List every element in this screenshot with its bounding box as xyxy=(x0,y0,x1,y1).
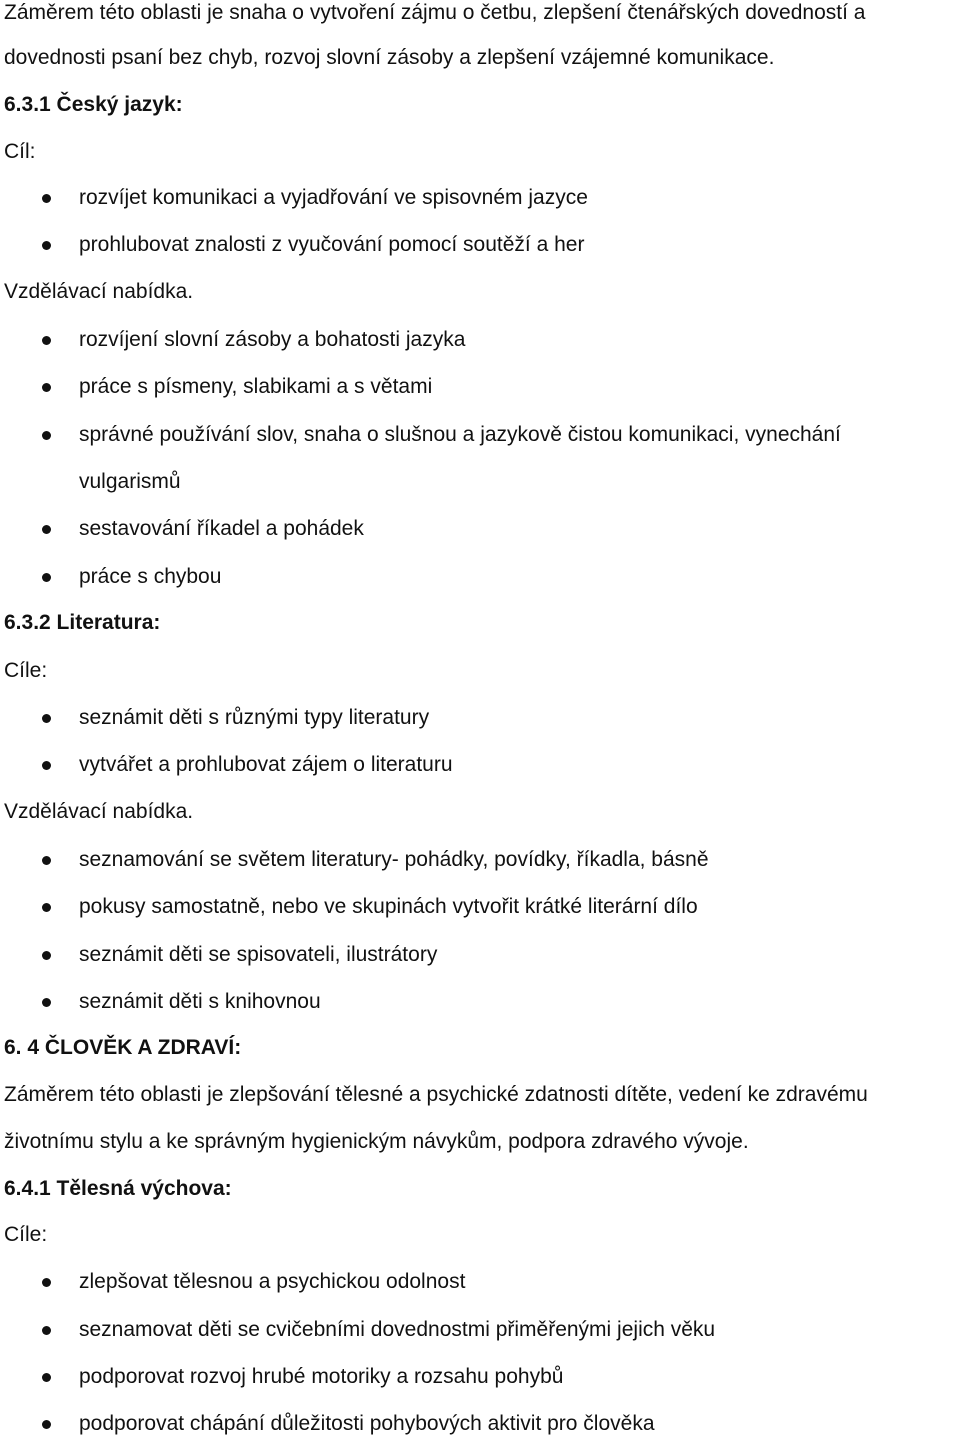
list-item-text: seznámit děti s různými typy literatury xyxy=(79,706,430,729)
list-item xyxy=(0,327,960,353)
bullet-icon xyxy=(42,241,51,250)
list-item xyxy=(0,516,960,542)
list-item-text: rozvíjení slovní zásoby a bohatosti jazyka xyxy=(79,328,466,351)
goals-label-6-3-2: Cíle: xyxy=(4,659,48,682)
bullet-icon xyxy=(42,383,51,392)
list-item-continuation: vulgarismů xyxy=(79,470,181,493)
list-item xyxy=(0,705,960,731)
goals-label-6-3-1: Cíl: xyxy=(4,140,36,163)
bullet-icon xyxy=(42,714,51,723)
bullet-icon xyxy=(42,336,51,345)
list-item xyxy=(0,1364,960,1390)
list-item xyxy=(0,894,960,920)
list-item-text: pokusy samostatně, nebo ve skupinách vytvořit krátké literární dílo xyxy=(79,895,698,918)
section-heading-6-4-1: 6.4.1 Tělesná výchova: xyxy=(4,1177,232,1200)
list-item-text: seznámit děti se spisovateli, ilustrátory xyxy=(79,943,438,966)
goals-label-6-4-1: Cíle: xyxy=(4,1223,48,1246)
list-item-text: zlepšovat tělesnou a psychickou odolnost xyxy=(79,1270,466,1293)
list-item xyxy=(0,1411,960,1437)
bullet-icon xyxy=(42,573,51,582)
list-item-text: podporovat chápání důležitosti pohybových aktivit pro člověka xyxy=(79,1412,655,1435)
bullet-icon xyxy=(42,1420,51,1429)
list-item xyxy=(0,989,960,1015)
bullet-icon xyxy=(42,761,51,770)
bullet-icon xyxy=(42,998,51,1007)
list-item-text: rozvíjet komunikaci a vyjadřování ve spisovném jazyce xyxy=(79,186,588,209)
bullet-icon xyxy=(42,856,51,865)
bullet-icon xyxy=(42,951,51,960)
list-item-text: práce s písmeny, slabikami a s větami xyxy=(79,375,433,398)
list-item-text: práce s chybou xyxy=(79,565,222,588)
intro-line-1: Záměrem této oblasti je snaha o vytvoření zájmu o četbu, zlepšení čtenářských dovedností a xyxy=(4,1,866,24)
bullet-icon xyxy=(42,1373,51,1382)
offer-label-6-3-1: Vzdělávací nabídka. xyxy=(4,280,194,303)
list-item-text: sestavování říkadel a pohádek xyxy=(79,517,364,540)
section-heading-6-3-2: 6.3.2 Literatura: xyxy=(4,611,161,634)
list-item-text: seznamovat děti se cvičebními dovednostmi přiměřenými jejich věku xyxy=(79,1318,716,1341)
list-item xyxy=(0,185,960,211)
bullet-icon xyxy=(42,194,51,203)
bullet-icon xyxy=(42,903,51,912)
bullet-icon xyxy=(42,1278,51,1287)
bullet-icon xyxy=(42,525,51,534)
list-item xyxy=(0,752,960,778)
intro-line-2: dovednosti psaní bez chyb, rozvoj slovní zásoby a zlepšení vzájemné komunikace. xyxy=(4,46,775,69)
offer-label-6-3-2: Vzdělávací nabídka. xyxy=(4,800,194,823)
list-item-text: vytvářet a prohlubovat zájem o literaturu xyxy=(79,753,453,776)
list-item-text: seznamování se světem literatury- pohádky, povídky, říkadla, básně xyxy=(79,848,709,871)
list-item-text: seznámit děti s knihovnou xyxy=(79,990,321,1013)
list-item xyxy=(0,847,960,873)
section-intro-line-1: Záměrem této oblasti je zlepšování tělesné a psychické zdatnosti dítěte, vedení ke zdravému xyxy=(4,1083,868,1106)
list-item xyxy=(0,374,960,400)
list-item xyxy=(0,942,960,968)
section-heading-6-3-1: 6.3.1 Český jazyk: xyxy=(4,93,183,116)
list-item-text: prohlubovat znalosti z vyučování pomocí soutěží a her xyxy=(79,233,585,256)
list-item xyxy=(0,232,960,258)
list-item xyxy=(0,422,960,448)
bullet-icon xyxy=(42,1326,51,1335)
list-item xyxy=(0,1317,960,1343)
list-item-text: podporovat rozvoj hrubé motoriky a rozsahu pohybů xyxy=(79,1365,564,1388)
list-item xyxy=(0,1269,960,1295)
section-heading-6-4: 6. 4 ČLOVĚK A ZDRAVÍ: xyxy=(4,1036,242,1059)
section-intro-line-2: životnímu stylu a ke správným hygienickým návykům, podpora zdravého vývoje. xyxy=(4,1130,749,1153)
list-item-text: správné používání slov, snaha o slušnou a jazykově čistou komunikaci, vynechání xyxy=(79,423,841,446)
list-item xyxy=(0,564,960,590)
bullet-icon xyxy=(42,431,51,440)
